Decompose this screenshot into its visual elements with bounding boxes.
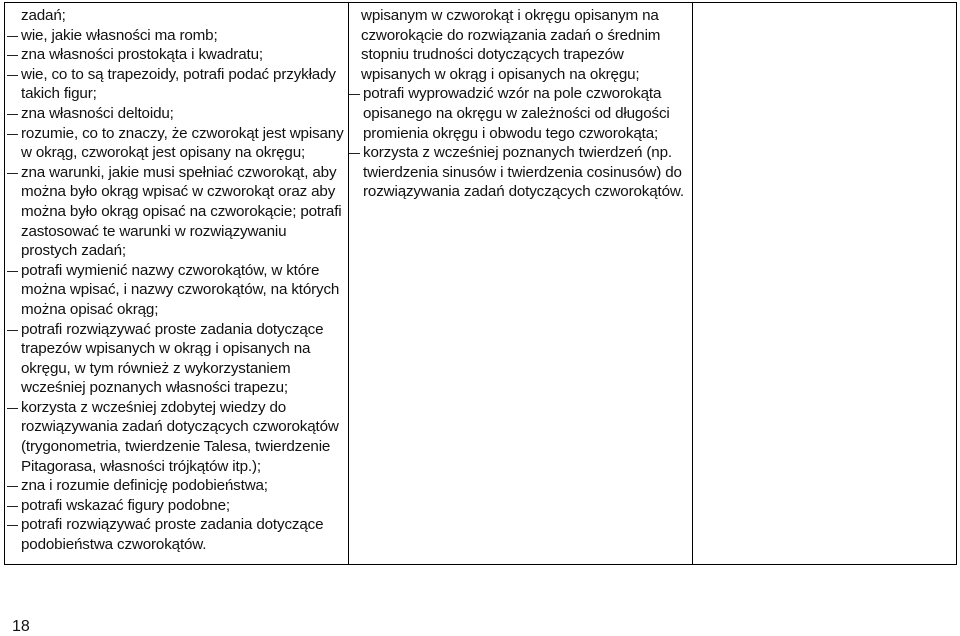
list-item-text: potrafi rozwiązywać proste zadania dotyczące: [21, 516, 324, 534]
text-line: podobieństwa czworokątów.: [21, 536, 207, 554]
list-item: [5, 496, 348, 516]
list-item-text: korzysta z wcześniej poznanych twierdzeń (np.: [363, 144, 672, 162]
dash-bullet-icon: [7, 271, 18, 272]
cell-text-middle: [349, 6, 692, 202]
text-line: rozwiązywania zadań dotyczących czworokątów: [21, 418, 339, 436]
list-item-text: zna własności prostokąta i kwadratu;: [21, 46, 263, 64]
text-line: w okrąg, czworokąt jest opisany na okręgu;: [21, 144, 306, 162]
dash-bullet-icon: [7, 330, 18, 331]
list-item-text: potrafi wymienić nazwy czworokątów, w które: [21, 261, 320, 279]
text-line: twierdzenia sinusów i twierdzenia cosinusów) do: [363, 163, 682, 181]
text-line: trapezów wpisanych w okrąg i opisanych na: [21, 340, 311, 358]
list-item-text: wie, jakie własności ma romb;: [21, 26, 218, 44]
list-item: [5, 45, 348, 65]
list-item-text: potrafi wskazać figury podobne;: [21, 496, 230, 514]
text-line: wcześniej poznanych własności trapezu;: [21, 379, 288, 397]
list-item-text: wie, co to są trapezoidy, potrafi podać przykłady: [21, 65, 336, 83]
cell-text-left: [5, 6, 348, 555]
dash-bullet-icon: [349, 153, 360, 154]
page-number: 18: [12, 618, 30, 635]
list-item: [349, 143, 692, 163]
list-item-text: korzysta z wcześniej zdobytej wiedzy do: [21, 398, 287, 416]
list-item: [5, 26, 348, 46]
list-item: [5, 124, 348, 144]
list-item-text: potrafi rozwiązywać proste zadania dotyczące: [21, 320, 324, 338]
table-cell-right: [693, 3, 956, 564]
text-line: można opisać okrąg;: [21, 300, 159, 318]
curriculum-table: [4, 2, 957, 565]
text-line: wpisanym w czworokąt i okręgu opisanym na: [361, 7, 659, 24]
text-line: wpisanych w okrąg i opisanych na okręgu;: [361, 65, 640, 83]
table-cell-left: [5, 3, 349, 564]
dash-bullet-icon: [7, 134, 18, 135]
dash-bullet-icon: [7, 55, 18, 56]
list-item-text: rozumie, co to znaczy, że czworokąt jest wpisany: [21, 124, 344, 142]
list-item-text: zna własności deltoidu;: [21, 104, 174, 122]
list-item-text: zna i rozumie definicję podobieństwa;: [21, 477, 268, 495]
text-line: Pitagorasa, własności trójkątów itp.);: [21, 457, 261, 475]
text-line: można wpisać, i nazwy czworokątów, na których: [21, 281, 340, 299]
text-line: (trygonometria, twierdzenie Talesa, twierdzenie: [21, 438, 331, 456]
dash-bullet-icon: [7, 506, 18, 507]
dash-bullet-icon: [7, 408, 18, 409]
dash-bullet-icon: [7, 114, 18, 115]
text-line: czworokącie do rozwiązania zadań o średnim: [361, 26, 661, 44]
dash-bullet-icon: [7, 173, 18, 174]
list-item: [5, 320, 348, 340]
text-line: zastosować te warunki w rozwiązywaniu: [21, 222, 287, 240]
table-cell-middle: [349, 3, 693, 564]
text-line: można było okrąg opisać na czworokącie; potrafi: [21, 202, 342, 220]
list-item: [5, 104, 348, 124]
list-item: [5, 65, 348, 85]
dash-bullet-icon: [7, 525, 18, 526]
text-line: stopniu trudności dotyczących trapezów: [361, 46, 624, 64]
text-line: takich figur;: [21, 85, 97, 103]
list-item-text: zna warunki, jakie musi spełniać czworokąt, aby: [21, 163, 337, 181]
list-item: [5, 398, 348, 418]
dash-bullet-icon: [7, 36, 18, 37]
dash-bullet-icon: [7, 486, 18, 487]
list-item-text: potrafi wyprowadzić wzór na pole czworokąta: [363, 85, 662, 103]
list-item: [5, 163, 348, 183]
list-item: [349, 84, 692, 104]
list-item: [5, 261, 348, 281]
text-line: prostych zadań;: [21, 242, 126, 260]
dash-bullet-icon: [349, 94, 360, 95]
text-line: okręgu, w tym również z wykorzystaniem: [21, 359, 291, 377]
text-line: promienia okręgu i obwodu tego czworokąta;: [363, 124, 659, 142]
dash-bullet-icon: [7, 75, 18, 76]
list-item: [5, 476, 348, 496]
text-line: zadań;: [21, 7, 66, 24]
text-line: można było okrąg wpisać w czworokąt oraz aby: [21, 183, 336, 201]
text-line: opisanego na okręgu w zależności od długości: [363, 104, 670, 122]
text-line: rozwiązywania zadań dotyczących czworokątów.: [363, 183, 684, 201]
list-item: [5, 515, 348, 535]
